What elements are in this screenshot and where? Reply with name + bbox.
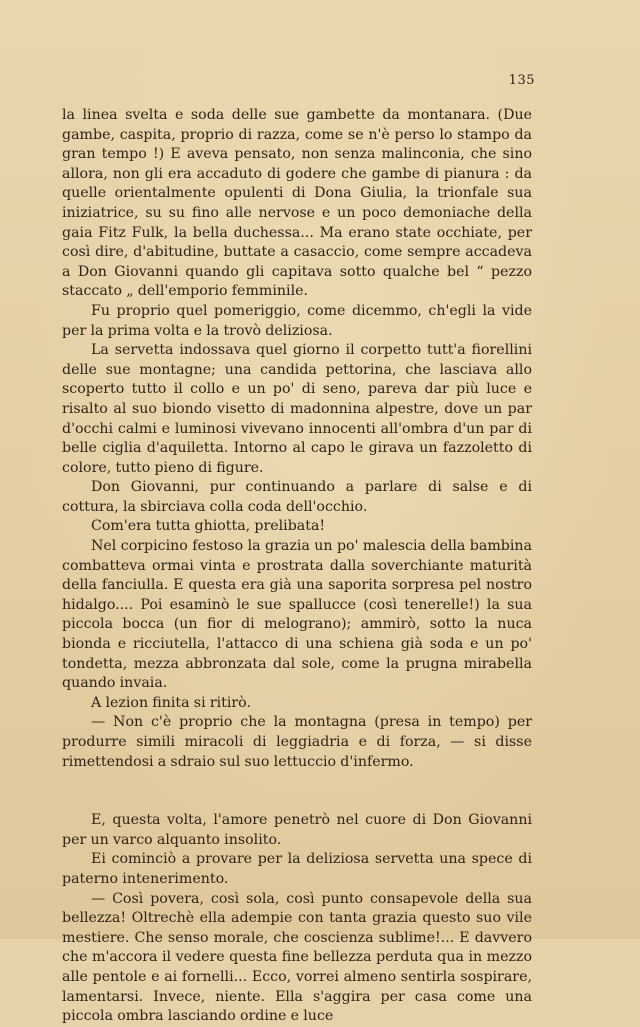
paragraph: Fu proprio quel pomeriggio, come dicemmo, ch'egli la vide per la prima volta e la trovò deliziosa. — [62, 302, 532, 339]
paragraph: La servetta indossava quel giorno il corpetto tutt'a fiorellini delle sue montagne; una candida pettorina, che lasciava allo scoperto tutto il collo e un po' di seno, pareva dar più luce e risalto al suo biondo visetto di madonnina alpestre, dove un par d'occhi calmi e luminosi vivevano innocenti all'ombra d'un par di belle ciglia d'aquiletta. Intorno al capo le girava un fazzoletto di colore, tutto pieno di figure. — [62, 342, 532, 476]
paragraph: — Così povera, così sola, così punto consapevole della sua bellezza! Oltrechè ella adempie con tanta grazia questo suo vile mestiere. Che senso morale, che coscienza sublime!... E davvero che m'accora il vedere questa fine bellezza perduta qua in mezzo alle pentole e ai fornelli... Ecco, vorrei almeno sentirla sospirare, lamentarsi. Invece, niente. Ella s'aggira per casa come una piccola ombra lasciando ordine e luce — [62, 890, 532, 1025]
paragraph: A lezion finita si ritirò. — [91, 694, 251, 711]
paragraph: E, questa volta, l'amore penetrò nel cuore di Don Giovanni per un varco alquanto insolito. — [62, 812, 532, 848]
section-break — [62, 772, 532, 811]
paragraph: — Non c'è proprio che la montagna (presa in tempo) per produrre simili miracoli di leggiadria e di forza, — si disse rimettendosi a sdraio sul suo lettuccio d'infermo. — [62, 714, 532, 770]
page-number: 135 — [508, 73, 535, 88]
paragraph: Com'era tutta ghiotta, prelibata! — [91, 518, 326, 535]
paragraph: Nel corpicino festoso la grazia un po' malescia della bambina combatteva ormai vinta e prostrata dalla soverchiante maturità della fanciulla. E questa era già una saporita sorpresa pel nostro hidalgo.... Poi esaminò le sue spallucce (così tenerelle!) la sua piccola bocca (un fior di melograno); ammirò, sotto la nuca bionda e ricciutella, l'attacco di una schiena già soda e un po' tondetta, mezza abbronzata dal sole, come la prugna mirabella quando invaia. — [62, 538, 532, 692]
paragraph: Don Giovanni, pur continuando a parlare di salse e di cottura, la sbirciava colla coda dell'occhio. — [62, 479, 532, 515]
body-text — [62, 106, 532, 1027]
paragraph: la linea svelta e soda delle sue gambette da montanara. (Due gambe, caspita, proprio di razza, come se n'è perso lo stampo da gran tempo !) E aveva pensato, non senza malinconia, che sino allora, non gli era accaduto di godere che gambe di pianura : da quelle orientalmente opulenti di Dona Giulia, la trionfale sua iniziatrice, su su fino alle nervose e un poco demoniache della gaia Fitz Fulk, la bella duchessa... Ma erano state occhiate, per così dire, d'abitudine, buttate a casaccio, come sempre accadeva a Don Giovanni quando gli capitava sotto qualche bel “ pezzo staccato „ dell'emporio femminile. — [62, 107, 532, 300]
paragraph: Ei cominciò a provare per la deliziosa servetta una spece di paterno intenerimento. — [62, 851, 532, 887]
